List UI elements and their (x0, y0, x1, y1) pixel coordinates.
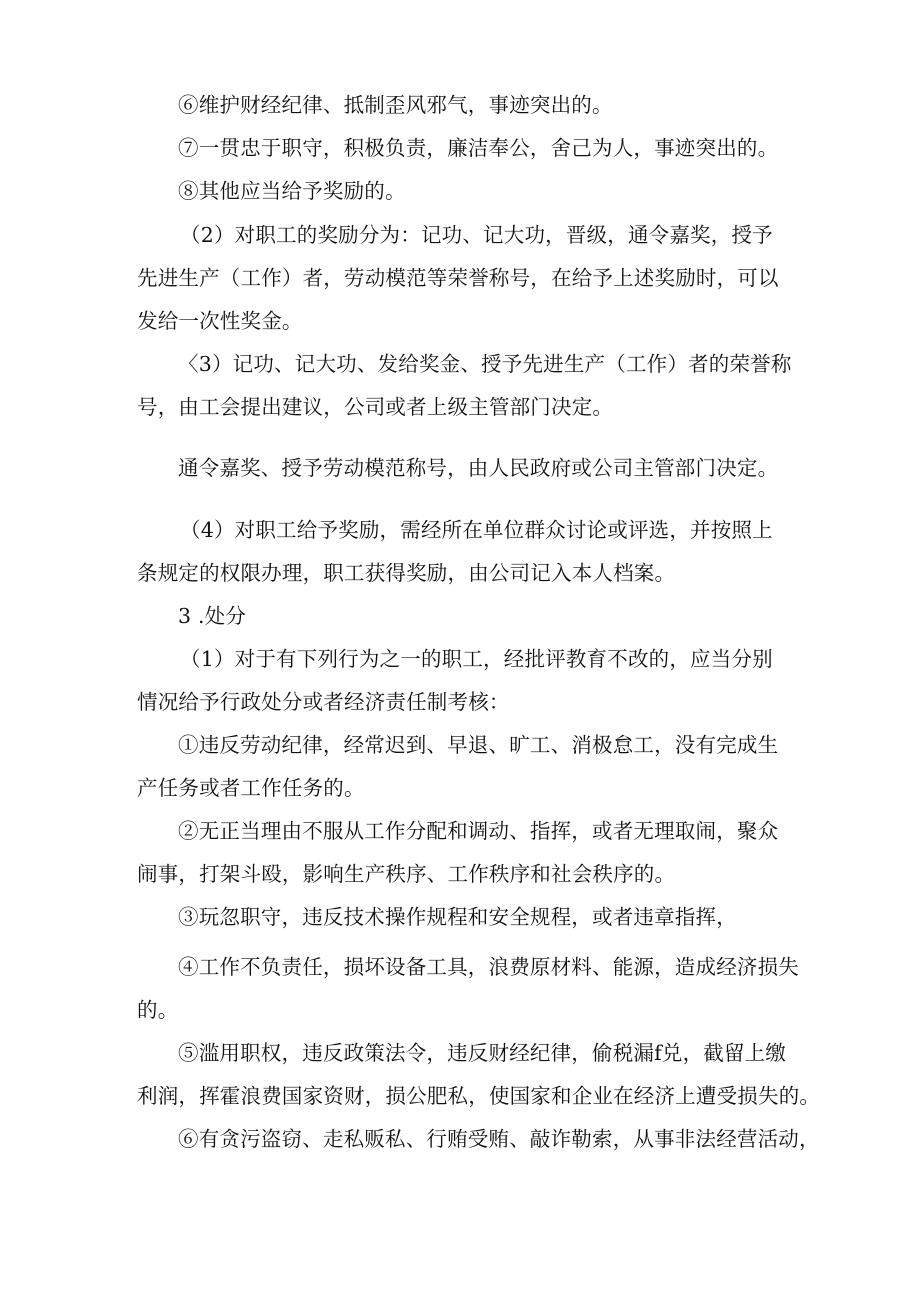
text-line: ③玩忽职守，违反技术操作规程和安全规程，或者违章指挥， (178, 905, 737, 929)
text-line: ②无正当理由不服从工作分配和调动、指挥，或者无理取闹，聚众 (178, 819, 779, 843)
text-line: 发给一次性奖金。 (137, 309, 303, 333)
text-line: （4）对职工给予奖励，需经所在单位群众讨论或评选，并按照上 (180, 518, 773, 542)
text-line: ⑥维护财经纪律、抵制歪风邪气，事迹突出的。 (178, 93, 613, 117)
text-line: 产任务或者工作任务的。 (137, 776, 365, 800)
text-line: ⑤滥用职权，违反政策法令，违反财经纪律，偷税漏f兑，截留上缴 (178, 1041, 787, 1065)
text-line: 〈3）记功、记大功、发给奖金、授予先进生产（工作）者的荣誉称 (178, 352, 792, 376)
text-line: 情况给予行政处分或者经济责任制考核： (137, 690, 510, 714)
text-line: （1）对于有下列行为之一的职工，经批评教育不改的，应当分别 (180, 647, 773, 671)
text-line: ⑥有贪污盗窃、走私贩私、行贿受贿、敲诈勒索，从事非法经营活动， (178, 1127, 820, 1151)
section-heading: 3 .处分 (178, 604, 247, 628)
text-line: ④工作不负责任，损坏设备工具，浪费原材料、能源，造成经济损失 (178, 955, 799, 979)
text-line: 号，由工会提出建议，公司或者上级主管部门决定。 (137, 395, 614, 419)
text-line: 先进生产（工作）者，劳动模范等荣誉称号，在给予上述奖励时，可以 (137, 266, 779, 290)
text-line: ①违反劳动纪律，经常迟到、早退、旷工、消极怠工，没有完成生 (178, 733, 779, 757)
text-line: （2）对职工的奖励分为：记功、记大功，晋级，通令嘉奖，授予 (180, 223, 773, 247)
text-line: 的。 (137, 998, 179, 1022)
text-line: 闹事，打架斗殴，影响生产秩序、工作秩序和社会秩序的。 (137, 862, 676, 886)
text-line: ⑧其他应当给予奖励的。 (178, 179, 406, 203)
text-line: 条规定的权限办理，职工获得奖励，由公司记入本人档案。 (137, 561, 676, 585)
text-line: ⑦一贯忠于职守，积极负责，廉洁奉公，舍己为人，事迹突出的。 (178, 136, 779, 160)
text-line: 通令嘉奖、授予劳动模范称号，由人民政府或公司主管部门决定。 (178, 456, 779, 480)
text-line: 利润，挥霍浪费国家资财，损公肥私，使国家和企业在经济上遭受损失的。 (137, 1084, 821, 1108)
